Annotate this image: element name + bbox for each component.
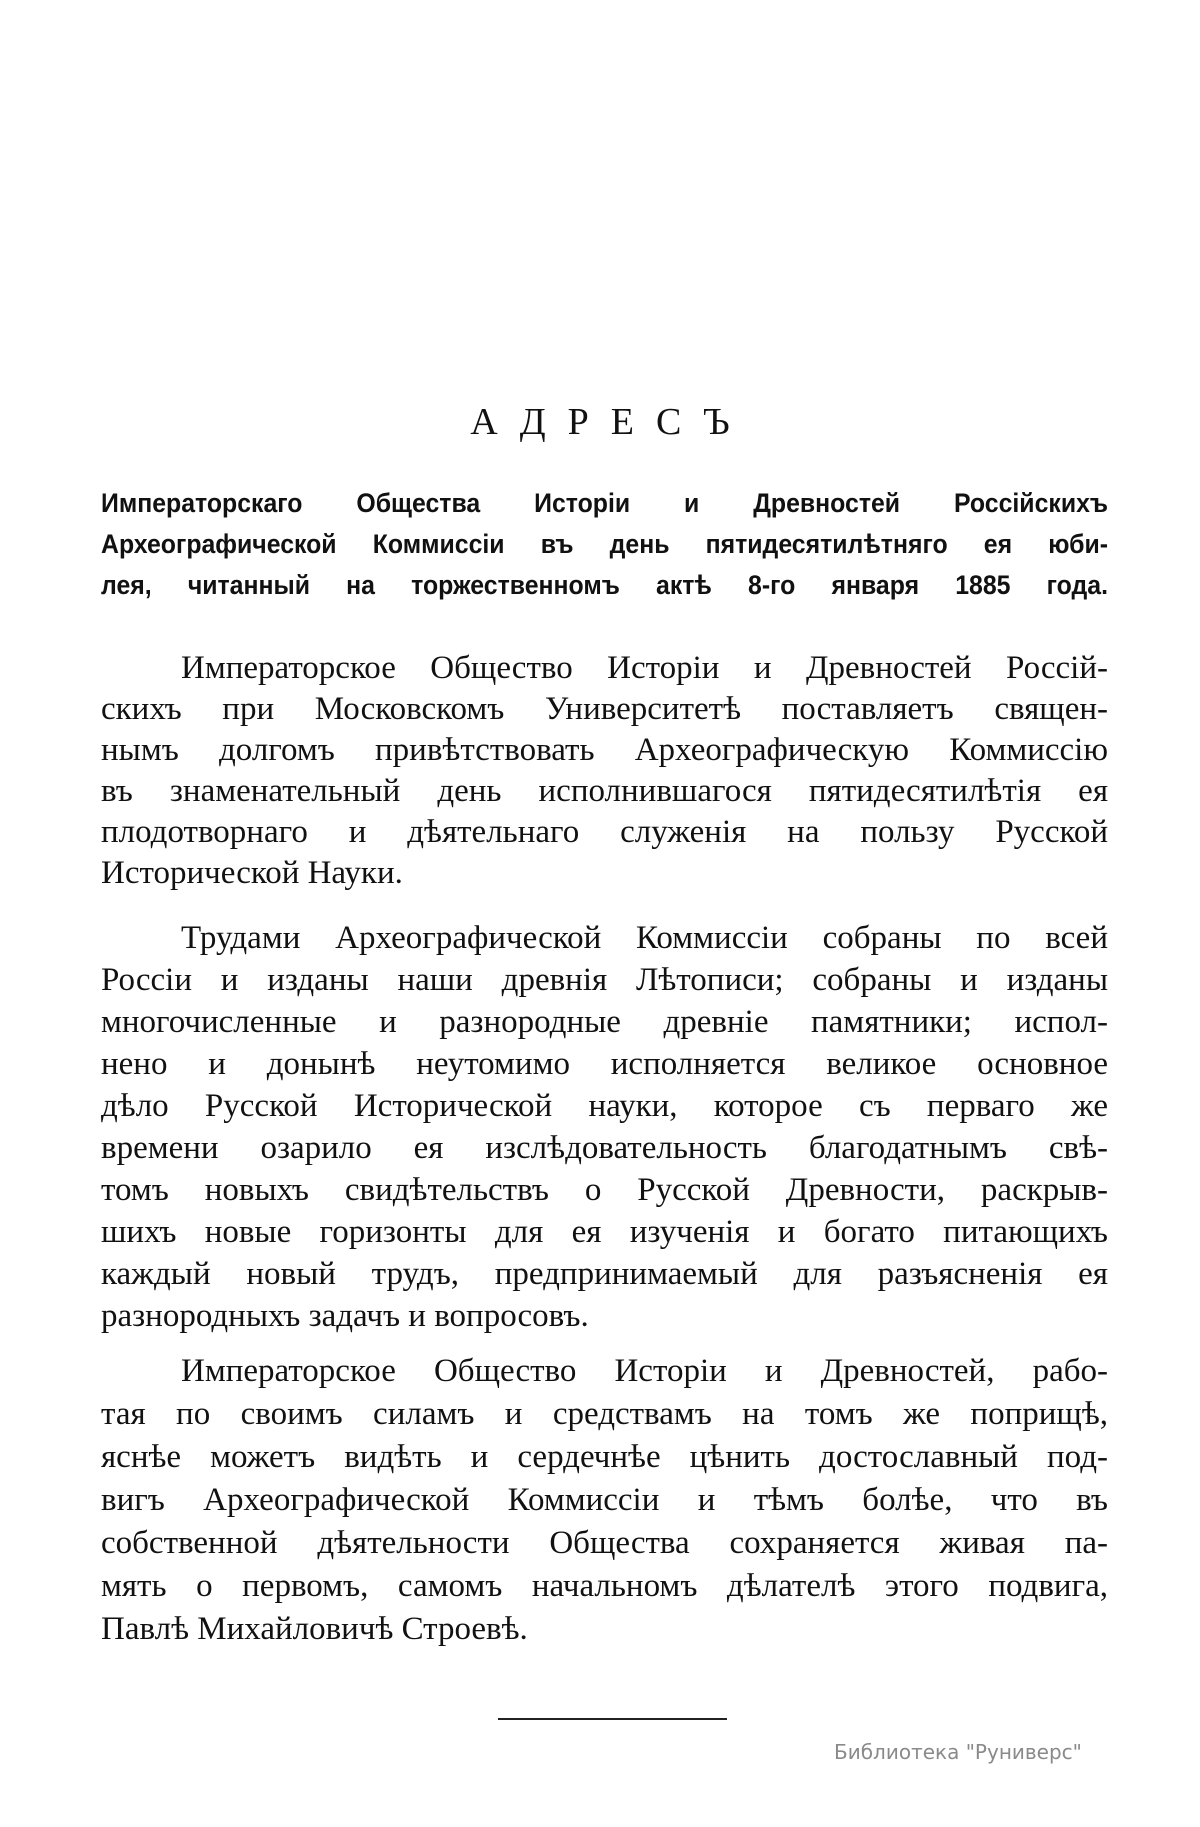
text-line: нымъ долгомъ привѣтствовать Археографическую Коммиссію	[101, 732, 1108, 768]
text-line: мять о первомъ, самомъ начальномъ дѣлателѣ этого подвига,	[101, 1568, 1108, 1604]
text-line: Россіи и изданы наши древнія Лѣтописи; собраны и изданы	[101, 962, 1108, 998]
paragraph-3	[101, 1350, 1108, 1651]
address-heading	[101, 483, 1108, 606]
text-line: времени озарило ея изслѣдовательность благодатнымъ свѣ-	[101, 1130, 1108, 1166]
text-line: Трудами Археографической Коммиссіи собраны по всей	[181, 920, 1108, 956]
paragraph-1	[101, 648, 1108, 894]
text-line: нено и донынѣ неутомимо исполняется великое основное	[101, 1046, 1108, 1082]
heading-line: лея, читанный на торжественномъ актѣ 8-го января 1885 года.	[101, 570, 1109, 600]
text-line: вигъ Археографической Коммиссіи и тѣмъ болѣе, что въ	[101, 1482, 1108, 1518]
text-line: въ знаменательный день исполнившагося пятидесятилѣтія ея	[101, 773, 1108, 809]
text-line: собственной дѣятельности Общества сохраняется живая па-	[101, 1525, 1108, 1561]
end-rule-divider	[498, 1718, 727, 1720]
text-line: плодотворнаго и дѣятельнаго служенія на пользу Русской	[101, 814, 1108, 850]
text-line: тая по своимъ силамъ и средствамъ на томъ же поприщѣ,	[101, 1396, 1108, 1432]
text-line: каждый новый трудъ, предпринимаемый для разъясненія ея	[101, 1256, 1108, 1292]
text-line: Императорское Общество Исторіи и Древностей, рабо-	[181, 1353, 1108, 1389]
text-line: Исторической Науки.	[101, 855, 403, 891]
heading-line: Археографической Коммиссіи въ день пятидесятилѣтняго ея юби-	[101, 529, 1109, 559]
text-line: Павлѣ Михайловичѣ Строевѣ.	[101, 1611, 528, 1647]
text-line: разнородныхъ задачъ и вопросовъ.	[101, 1298, 589, 1334]
text-line: шихъ новые горизонты для ея изученія и богато питающихъ	[101, 1214, 1108, 1250]
text-line: томъ новыхъ свидѣтельствъ о Русской Древности, раскрыв-	[101, 1172, 1108, 1208]
heading-line: Императорскаго Общества Исторіи и Древностей Россійскихъ	[101, 488, 1109, 518]
text-line: яснѣе можетъ видѣть и сердечнѣе цѣнить достославный под-	[101, 1439, 1108, 1475]
text-line: Императорское Общество Исторіи и Древностей Россій-	[181, 650, 1108, 686]
text-line: дѣло Русской Исторической науки, которое съ перваго же	[101, 1088, 1108, 1124]
text-line: многочисленные и разнородные древніе памятники; испол-	[101, 1004, 1108, 1040]
paragraph-2	[101, 917, 1108, 1337]
library-watermark: Библиотека "Руниверс"	[834, 1740, 1082, 1764]
document-title: АДРЕСЪ	[470, 401, 752, 443]
text-line: скихъ при Московскомъ Университетѣ поставляетъ священ-	[101, 691, 1108, 727]
